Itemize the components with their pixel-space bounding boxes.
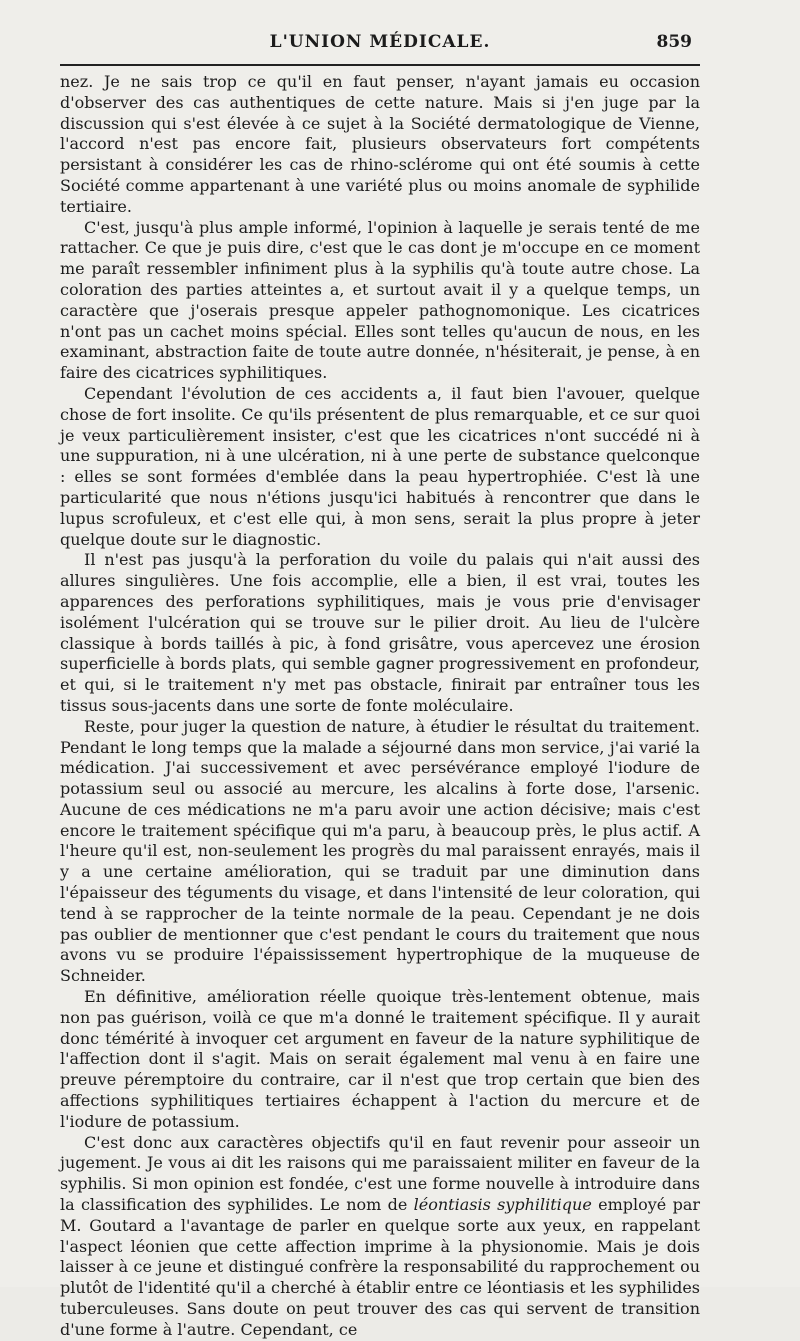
paragraph-5: Reste, pour juger la question de nature, à étudier le résultat du traitement. Pendant le long temps que la malade a séjourné dans mon service, j'ai varié la médication. J'ai successivement et avec persévérance employé l'iodure de potassium seul ou associé au mercure, les alcalins à forte dose, l'arsenic. Aucune de ces médications ne m'a paru avoir une action décisive; mais c'est encore le traitement spécifique qui m'a paru, à beaucoup près, le plus actif. A l'heure qu'il est, non-seulement les progrès du mal paraissent enrayés, mais il y a une certaine amélioration, qui se traduit par une diminution dans l'épaisseur des téguments du visage, et dans l'intensité de leur coloration, qui tend à se rapprocher de la teinte normale de la peau. Cependant je ne dois pas oublier de mentionner que c'est pendant le cours du traitement que nous avons vu se produire l'épaississement hypertrophique de la muqueuse de Schneider. — [60, 716, 700, 986]
header-rule — [60, 64, 700, 66]
paragraph-7-text-before: C'est donc aux caractères objectifs qu'il en faut revenir pour asseoir un jugement. Je vous ai dit les raisons qui me paraissaient militer en faveur de la syphilis. Si mon opinion est fondée, c'est une forme nouvelle à introduire dans la classification des syphilides. Le nom de — [60, 1132, 700, 1215]
paragraph-7-text-after: employé par M. Goutard a l'avantage de parler en quelque sorte aux yeux, en rappelant l'aspect léonien que cette affection imprime à la physionomie. Mais je dois laisser à ce jeune et distingué confrère la responsabilité du rapprochement ou plutôt de l'identité qu'il a cherché à établir entre ce léontiasis et les syphilides tuberculeuses. Sans doute on peut trouver des cas qui servent de transition d'une forme à l'autre. Cependant, ce — [60, 1195, 701, 1339]
paragraph-2: C'est, jusqu'à plus ample informé, l'opinion à laquelle je serais tenté de me rattacher. Ce que je puis dire, c'est que le cas dont je m'occupe en ce moment me paraît ressembler infiniment plus à la syphilis qu'à toute autre chose. La coloration des parties atteintes a, et surtout avait il y a quelque temps, un caractère que j'oserais presque appeler pathognomonique. Les cicatrices n'ont pas un cachet moins spécial. Elles sont telles qu'aucun de nous, en les examinant, abstraction faite de toute autre donnée, n'hésiterait, je pense, à en faire des cicatrices syphilitiques. — [60, 217, 700, 383]
page-number: 859 — [656, 32, 692, 52]
paragraph-6: En définitive, amélioration réelle quoique très-lentement obtenue, mais non pas guérison, voilà ce que m'a donné le traitement spécifique. Il y aurait donc témérité à invoquer cet argument en faveur de la nature syphilitique de l'affection dont il s'agit. Mais on serait également mal venu à en faire une preuve péremptoire du contraire, car il n'est que trop certain que bien des affections syphilitiques tertiaires échappent à l'action du mercure et de l'iodure de potassium. — [60, 987, 700, 1131]
paragraph-3: Cependant l'évolution de ces accidents a, il faut bien l'avouer, quelque chose de fort insolite. Ce qu'ils présentent de plus remarquable, et ce sur quoi je veux particulièrement insister, c'est que les cicatrices n'ont succédé ni à une suppuration, ni à une ulcération, ni à une perte de substance quelconque : elles se sont formées d'emblée dans la peau hypertrophiée. C'est là une particularité que nous n'étions jusqu'ici habitués à rencontrer que dans le lupus scrofuleux, et c'est elle qui, à mon sens, serait la plus propre à jeter quelque doute sur le diagnostic. — [60, 383, 700, 549]
paragraph-7 — [60, 1133, 700, 1341]
journal-title: L'UNION MÉDICALE. — [269, 32, 491, 52]
paragraph-4: Il n'est pas jusqu'à la perforation du voile du palais qui n'ait aussi des allures singulières. Une fois accomplie, elle a bien, il est vrai, toutes les apparences des perforations syphilitiques, mais je vous prie d'envisager isolément l'ulcération qui se trouve sur le pilier droit. Au lieu de l'ulcère classique à bords taillés à pic, à fond grisâtre, vous apercevez une érosion superficielle à bords plats, qui semble gagner progressivement en profondeur, et qui, si le traitement n'y met pas obstacle, finirait par entraîner tous les tissus sous-jacents dans une sorte de fonte moléculaire. — [60, 550, 700, 715]
article-body — [60, 72, 700, 1341]
running-header — [60, 30, 700, 62]
paragraph-7-emphasis: léontiasis syphilitique — [413, 1195, 592, 1215]
paragraph-1: nez. Je ne sais trop ce qu'il en faut penser, n'ayant jamais eu occasion d'observer des cas authentiques de cette nature. Mais si j'en juge par la discussion qui s'est élevée à ce sujet à la Société dermatologique de Vienne, l'accord n'est pas encore fait, plusieurs observateurs fort compétents persistant à considérer les cas de rhino-sclérome qui ont été soumis à cette Société comme appartenant à une variété plus ou moins anomale de syphilide tertiaire. — [60, 72, 700, 216]
